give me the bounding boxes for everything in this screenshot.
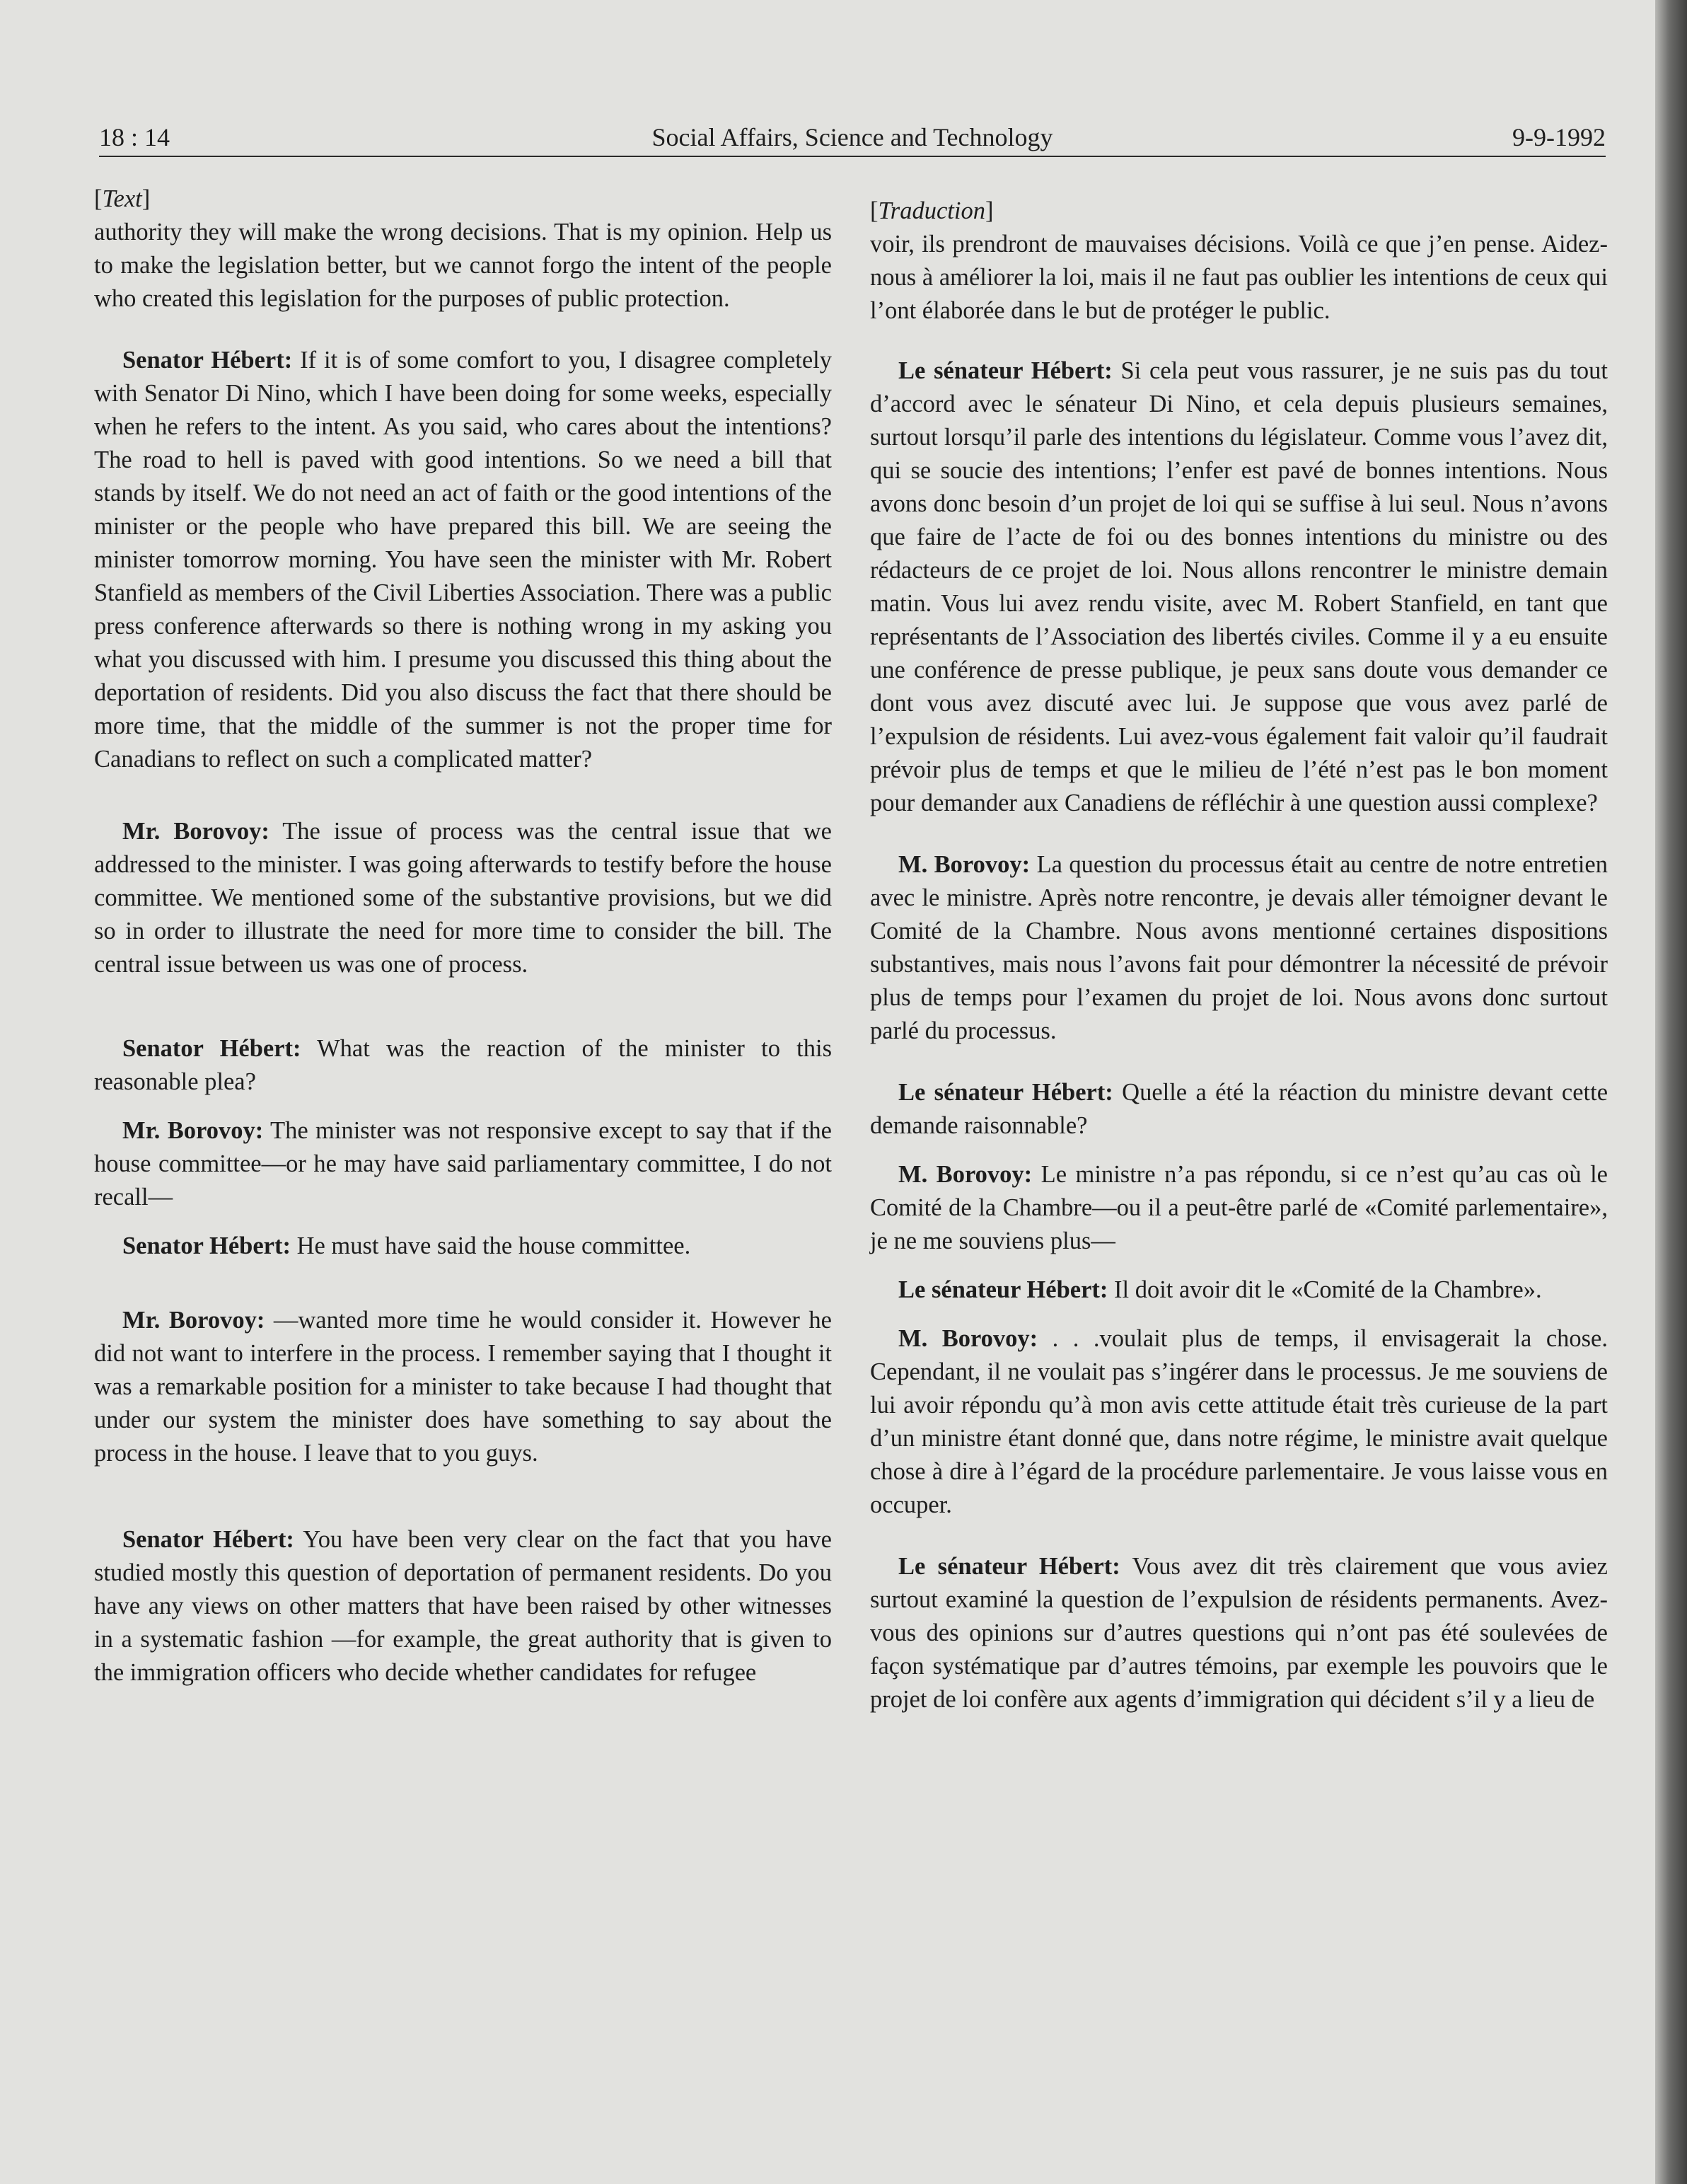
paragraph-text: He must have said the house committee. xyxy=(296,1232,691,1259)
speaker-name: Le sénateur Hébert: xyxy=(898,1553,1120,1580)
paragraph-text: What was the reaction of the minister to this reasonable plea? xyxy=(94,1035,832,1095)
text-marker: [ Text ] xyxy=(94,183,832,216)
paragraph xyxy=(94,1032,832,1099)
paragraph-text: You have been very clear on the fact that you have studied mostly this question of deportation of permanent residents. Do you have any views on other matters that have been raised by other witnesses in a systematic fashion —for example, the great authority that is given to the immigration officers who decide whether candidates for refugee xyxy=(94,1526,832,1686)
paragraph xyxy=(94,1304,832,1470)
paragraph-text: La question du processus était au centre de notre entretien avec le ministre. Après notre rencontre, je devais aller témoigner devant le Comité de la Chambre. Nous avons mentionné certaines dispositions substantives, mais nous l’avons fait pour démontrer la nécessité de prévoir plus de temps pour l’examen du projet de loi. Nous avons donc surtout parlé du processus. xyxy=(870,851,1608,1044)
paragraph-text: Quelle a été la réaction du ministre devant cette demande raisonnable? xyxy=(870,1079,1608,1139)
paragraph-text: Le ministre n’a pas répondu, si ce n’est qu’au cas où le Comité de la Chambre—ou il a peut-être parlé de «Comité parlementaire», je ne me souviens plus— xyxy=(870,1161,1608,1254)
french-column xyxy=(870,195,1608,1716)
speaker-name: Mr. Borovoy: xyxy=(122,1307,265,1334)
speaker-name: M. Borovoy: xyxy=(898,1161,1033,1188)
paragraph xyxy=(870,1550,1608,1716)
page-header xyxy=(99,119,1606,157)
paragraph-text: —wanted more time he would consider it. However he did not want to interfere in the process. I remember saying that I thought it was a remarkable position for a minister to take because I had thought that under our system the minister does have something to say about the process in the house. I leave that to you guys. xyxy=(94,1307,832,1467)
translation-marker: [ Traduction ] xyxy=(870,195,1608,228)
speaker-name: M. Borovoy: xyxy=(898,851,1031,878)
speaker-name: Senator Hébert: xyxy=(122,347,293,374)
page-number: 18 : 14 xyxy=(99,123,170,151)
paragraph xyxy=(94,1230,832,1263)
paragraph-text: The issue of process was the central issue that we addressed to the minister. I was going afterwards to testify before the house committee. We mentioned some of the substantive provisions, but we did so in order to illustrate the need for more time to consider the bill. The central issue between us was one of process. xyxy=(94,818,832,978)
paragraph xyxy=(870,1076,1608,1143)
page-edge-shadow xyxy=(1655,0,1687,2184)
speaker-name: Senator Hébert: xyxy=(122,1526,294,1553)
paragraph-text: voir, ils prendront de mauvaises décisions. Voilà ce que j’en pense. Aidez-nous à améliorer la loi, mais il ne faut pas oublier les intentions de ceux qui l’ont élaborée dans le but de protéger le public. xyxy=(870,231,1608,324)
paragraph-text: The minister was not responsive except to say that if the house committee—or he may have said parliamentary committee, I do not recall— xyxy=(94,1117,832,1211)
paragraph xyxy=(870,848,1608,1048)
speaker-name: Mr. Borovoy: xyxy=(122,818,269,845)
speaker-name: Le sénateur Hébert: xyxy=(898,1276,1108,1303)
speaker-name: Le sénateur Hébert: xyxy=(898,357,1113,384)
paragraph xyxy=(94,1523,832,1689)
english-column xyxy=(94,183,832,1689)
speaker-name: Le sénateur Hébert: xyxy=(898,1079,1113,1106)
paragraph xyxy=(870,354,1608,820)
paragraph xyxy=(94,344,832,776)
paragraph xyxy=(870,1273,1608,1307)
paragraph-text: Si cela peut vous rassurer, je ne suis pas du tout d’accord avec le sénateur Di Nino, et cela depuis plusieurs semaines, surtout lorsqu’il parle des intentions du législateur. Comme vous l’avez dit, qui se soucie des intentions; l’enfer est pavé de bonnes intentions. Nous avons donc besoin d’un projet de loi qui se suffise à lui seul. Nous n’avons que faire de l’acte de foi ou des bonnes intentions du ministre ou des rédacteurs de ce projet de loi. Nous allons rencontrer le ministre demain matin. Vous lui avez rendu visite, avec M. Robert Stanfield, en tant que représentants de l’Association des libertés civiles. Comme il y a eu ensuite une conférence de presse publique, je peux sans doute vous demander ce dont vous avez discuté avec lui. Je suppose que vous avez parlé de l’expulsion de résidents. Lui avez-vous également fait valoir qu’il faudrait prévoir plus de temps et que le milieu de l’été n’est pas le bon moment pour demander aux Canadiens de réfléchir à une question aussi complexe? xyxy=(870,357,1608,816)
paragraph xyxy=(870,1158,1608,1258)
paragraph-text: . . .voulait plus de temps, il envisagerait la chose. Cependant, il ne voulait pas s’ingérer dans le processus. Je me souviens de lui avoir répondu qu’à mon avis cette attitude était très curieuse de la part d’un ministre étant donné que, dans notre régime, le ministre avait quelque chose à dire à l’égard de la procédure parlementaire. Je vous laisse vous en occuper. xyxy=(870,1325,1608,1518)
paragraph xyxy=(94,216,832,316)
running-title: Social Affairs, Science and Technology xyxy=(651,123,1053,151)
speaker-name: M. Borovoy: xyxy=(898,1325,1038,1352)
header-date: 9-9-1992 xyxy=(1512,123,1606,151)
speaker-name: Senator Hébert: xyxy=(122,1232,291,1259)
paragraph-text: Vous avez dit très clairement que vous aviez surtout examiné la question de l’expulsion de résidents permanents. Avez-vous des opinions sur d’autres questions qui n’ont pas été soulevées de façon systématique par d’autres témoins, par exemple les pouvoirs que le projet de loi confère aux agents d’immigration qui décident s’il y a lieu de xyxy=(870,1553,1608,1713)
speaker-name: Senator Hébert: xyxy=(122,1035,301,1062)
speaker-name: Mr. Borovoy: xyxy=(122,1117,264,1144)
paragraph-text: If it is of some comfort to you, I disagree completely with Senator Di Nino, which I have been doing for some weeks, especially when he refers to the intent. As you said, who cares about the intentions? The road to hell is paved with good intentions. So we need a bill that stands by itself. We do not need an act of faith or the good intentions of the minister or the people who have prepared this bill. We are seeing the minister tomorrow morning. You have seen the minister with Mr. Robert Stanfield as members of the Civil Liberties Association. There was a public press conference afterwards so there is nothing wrong in my asking you what you discussed with him. I presume you discussed this thing about the deportation of residents. Did you also discuss the fact that there should be more time, that the middle of the summer is not the proper time for Canadians to reflect on such a complicated matter? xyxy=(94,347,832,773)
paragraph xyxy=(870,228,1608,328)
paragraph-text: Il doit avoir dit le «Comité de la Chambre». xyxy=(1114,1276,1542,1303)
paragraph xyxy=(94,1114,832,1214)
paragraph-text: authority they will make the wrong decisions. That is my opinion. Help us to make the legislation better, but we cannot forgo the intent of the people who created this legislation for the purposes of public protection. xyxy=(94,219,832,312)
paragraph xyxy=(94,815,832,981)
paragraph xyxy=(870,1322,1608,1522)
